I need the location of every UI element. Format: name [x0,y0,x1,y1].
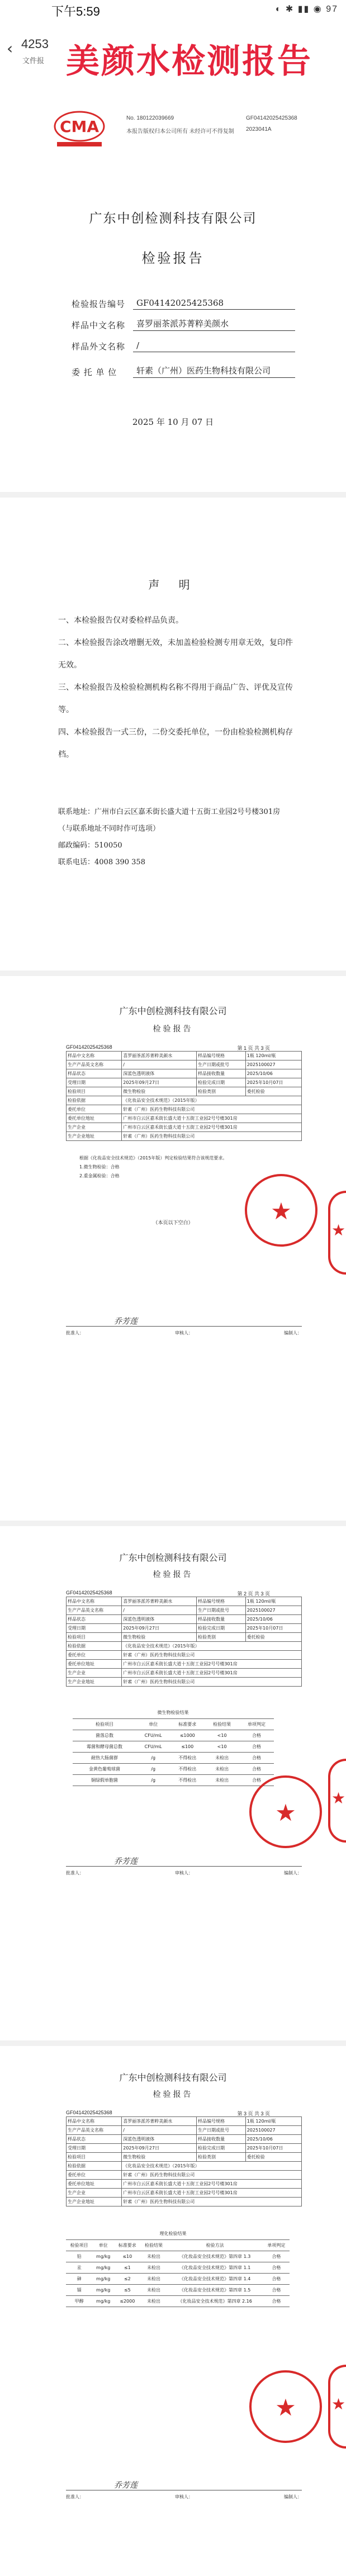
cell: 砷 [66,2274,92,2285]
approver-label: 批准人： [66,2494,84,2499]
declaration-item: 二、本检验报告涂改增删无效，未加盖检验检测专用章无效，复印件无效。 [58,638,293,670]
cell: 生产企业 [67,1669,122,1678]
approver-signature: 乔芳莲 [114,1857,138,1866]
report-title: 检验报告 [153,1570,193,1579]
cell: 《化妆品安全技术规范》第四章 1.4 [167,2274,263,2285]
results-title: 理化检验结果 [159,2231,187,2236]
company-seal-icon: ★ [245,1174,317,1247]
cell: 《化妆品安全技术规范》（2015年版） [122,1096,302,1105]
cell: 受理日期 [67,1624,122,1633]
cell: 镉 [66,2285,92,2296]
cell: 委托检验 [245,2153,301,2162]
company-seal-icon: ★ [249,1775,322,1848]
info-table [66,2116,302,2206]
edge-seal-icon: ★ [328,2365,346,2449]
cell: / [122,1606,197,1615]
cell: 检验类别 [196,1087,245,1096]
table-row [73,1730,274,1741]
cell: 合格 [239,1741,274,1753]
cell: 轩素（广州）医药生物科技有限公司 [122,1105,302,1114]
table-row [67,1114,302,1123]
cell: mg/kg [92,2262,114,2274]
field-value: / [133,340,295,352]
cell: 生产产品英文名称 [67,2126,122,2135]
cell: 受理日期 [67,2144,122,2153]
field-label: 检验报告编号 [72,299,126,309]
table-row [67,1660,302,1669]
table-row [67,1078,302,1087]
cert-number: No. 180122039669 [126,115,174,121]
cell: 广州市白云区嘉禾街长盛大道十五街工业园2号号楼301房 [122,2189,302,2198]
cell: 生产企业 [67,1123,122,1132]
table-row [67,2117,302,2126]
cell: 未检出 [140,2262,167,2274]
cell: 未检出 [140,2251,167,2262]
cell: 轩素（广州）医药生物科技有限公司 [122,2198,302,2206]
cell: 合格 [239,1764,274,1775]
table-row [73,1775,274,1786]
cell: 检验完成日期 [196,1624,245,1633]
cell: 样品编号规格 [196,1052,245,1060]
cell: 未检出 [205,1764,239,1775]
cell: mg/kg [92,2274,114,2285]
cell: 合格 [263,2285,290,2296]
cell: 生产日期或批号 [196,1060,245,1069]
report-page-no: 第 3 页 共 3 页 [237,2111,270,2116]
table-row [66,2274,290,2285]
cell: 不得检出 [170,1753,205,1764]
cell: 广州市白云区嘉禾街长盛大道十五街工业园2号号楼301房 [122,1114,302,1123]
table-row [67,2180,302,2189]
declaration-item: 四、本检验报告一式三份，二份交委托单位，一份由检验检测机构存档。 [58,728,293,759]
cell: 金黄色葡萄球菌 [73,1764,136,1775]
cell: mg/kg [92,2296,114,2307]
cell: 合格 [263,2251,290,2262]
cell: 1瓶 120ml/瓶 [245,2117,301,2126]
column-header: 标准要求 [170,1719,205,1730]
table-row [67,2189,302,2198]
cell: 合格 [239,1753,274,1764]
cell: 样品接收数量 [196,1615,245,1624]
cell: 2025年10月07日 [245,1078,301,1087]
table-row [67,1633,302,1642]
cell: 2025/10/06 [245,1069,301,1078]
report-title: 检验报告 [153,2090,193,2099]
column-header: 标准要求 [114,2240,140,2251]
approver-signature: 乔芳莲 [114,1317,138,1326]
cell: /g [136,1775,170,1786]
cell: 2025/10/06 [245,1615,301,1624]
cell: 检验依据 [67,1096,122,1105]
table-row [67,2162,302,2171]
cell: 检验完成日期 [196,2144,245,2153]
cell: CFU/mL [136,1730,170,1741]
cell: 检验完成日期 [196,1078,245,1087]
table-row [66,2296,290,2307]
cell: 《化妆品安全技术规范》第四章 1.5 [167,2285,263,2296]
cell: / [122,1060,197,1069]
field-value: GF04142025425368 [133,298,295,310]
column-header: 检验结果 [140,2240,167,2251]
cell: 未检出 [140,2296,167,2307]
column-header: 单位 [92,2240,114,2251]
cell: 2025100027 [245,1606,301,1615]
cell: 《化妆品安全技术规范》第四章 2.16 [167,2296,263,2307]
cell: 2025/10/06 [245,2135,301,2144]
cell: 样品中文名称 [67,2117,122,2126]
table-row [67,1669,302,1678]
cell: 检验依据 [67,2162,122,2171]
column-header: 单位 [136,1719,170,1730]
cell: 委托单位 [67,1105,122,1114]
table-row [67,1606,302,1615]
results-title: 微生物检验结果 [157,1710,189,1715]
cell: 委托单位 [67,2171,122,2180]
cell: 检验项目 [67,2153,122,2162]
contact-address: 联系地址：广州市白云区嘉禾街长盛大道十五街工业园2号号楼301房 [58,808,281,816]
table-row [67,1651,302,1660]
table-row [66,2262,290,2274]
cell: 甲醇 [66,2296,92,2307]
field-label: 样品中文名称 [72,320,126,330]
cell: 委托单位 [67,1651,122,1660]
back-arrow-icon[interactable]: ‹ [7,39,13,58]
cell: 《化妆品安全技术规范》（2015年版） [122,1642,302,1651]
cell: ≤2000 [114,2296,140,2307]
column-header: 检验项目 [66,2240,92,2251]
cell: 生产企业 [67,2189,122,2198]
conclusion-line: 根据《化妆品安全技术规范》（2015年版）判定检验结果符合该规范要求。 [79,1156,227,1161]
cell: 未检出 [205,1775,239,1786]
edge-seal-icon: ★ [328,1191,346,1275]
table-row [67,2198,302,2206]
cell: 不得检出 [170,1764,205,1775]
cell: 《化妆品安全技术规范》（2015年版） [122,2162,302,2171]
cell: 检验依据 [67,1642,122,1651]
cell: 2025年09月27日 [122,2144,197,2153]
cell: 喜罗丽茶派苏菁粹美颜水 [122,1597,197,1606]
cell: 样品编号规格 [196,2117,245,2126]
cell: 铅 [66,2251,92,2262]
cell: 喜罗丽茶派苏菁粹美颜水 [122,2117,197,2126]
declaration-title: 声 明 [148,578,198,591]
table-row [67,1615,302,1624]
report-title: 检验报告 [153,1025,193,1034]
status-icons: ◐ ✱ ▮▮ ◉ 97 [275,4,338,14]
file-title: 4253 [21,37,49,51]
declaration-item: 三、本检验报告及检验检测机构名称不得用于商品广告、评优及宣传等。 [58,683,293,714]
info-table [66,1051,302,1141]
cell: 广州市白云区嘉禾街长盛大道十五街工业园2号号楼301房 [122,2180,302,2189]
cell: ≤1000 [170,1730,205,1741]
cell: /g [136,1764,170,1775]
chem-results-table [66,2239,290,2307]
cell: 不得检出 [170,1775,205,1786]
field-value: 轩素（广州）医药生物科技有限公司 [133,364,295,378]
table-row [67,1096,302,1105]
cell: 合格 [239,1730,274,1741]
page-divider [0,970,346,976]
info-table [66,1597,302,1687]
cell: 样品编号规格 [196,1597,245,1606]
table-row [67,1123,302,1132]
signature-row [66,1317,302,1336]
issuer-label: 编制人： [284,1330,302,1336]
cell: 微生物检验 [122,2153,197,2162]
column-header: 检验项目 [73,1719,136,1730]
table-row [67,2135,302,2144]
table-row [66,2285,290,2296]
cell: 样品状态 [67,1615,122,1624]
status-time: 下午5:59 [51,4,100,18]
table-row [73,1764,274,1775]
cell: 霉菌和酵母菌总数 [73,1741,136,1753]
cert-right: GF04142025425368 [246,115,297,121]
field-value: 喜罗丽茶派苏菁粹美颜水 [133,318,295,331]
table-row [67,1060,302,1069]
cell: 生产企业地址 [67,1132,122,1141]
report-number: GF04142025425368 [66,2110,112,2115]
cell: 广州市白云区嘉禾街长盛大道十五街工业园2号号楼301房 [122,1123,302,1132]
table-row [67,2171,302,2180]
contact-note: （与联系地址不同时作可选项） [58,825,160,833]
cell: 深蓝色透明液体 [122,2135,197,2144]
cell: 2025年09月27日 [122,1078,197,1087]
report-number: GF04142025425368 [66,1044,112,1050]
cell: / [122,2126,197,2135]
column-header: 单项判定 [239,1719,274,1730]
cell: 2025100027 [245,1060,301,1069]
cell: 样品接收数量 [196,1069,245,1078]
micro-results-table [73,1718,274,1786]
report-page-no: 第 1 页 共 3 页 [237,1045,270,1051]
cell: 未检出 [140,2274,167,2285]
cell: 样品状态 [67,1069,122,1078]
cell: 微生物检验 [122,1087,197,1096]
cell: 委托单位地址 [67,1114,122,1123]
page-divider [0,492,346,498]
cell: 轩素（广州）医药生物科技有限公司 [122,1651,302,1660]
cell: 汞 [66,2262,92,2274]
file-subtitle: 文件报 [22,56,45,65]
table-row [67,1087,302,1096]
cell: 《化妆品安全技术规范》第四章 1.3 [167,2251,263,2262]
cell: 生产企业地址 [67,1678,122,1687]
cell: 未检出 [140,2285,167,2296]
cell: 广州市白云区嘉禾街长盛大道十五街工业园2号号楼301房 [122,1669,302,1678]
cell: 检验项目 [67,1633,122,1642]
cover-field-row [72,310,295,331]
report-company: 广东中创检测科技有限公司 [119,1006,227,1016]
cell: mg/kg [92,2285,114,2296]
report-number: GF04142025425368 [66,1590,112,1595]
cell: 《化妆品安全技术规范》第四章 1.1 [167,2262,263,2274]
signature-row [66,2481,302,2500]
report-company: 广东中创检测科技有限公司 [119,1552,227,1563]
table-row [67,2126,302,2135]
cell: ≤100 [170,1741,205,1753]
report-page-no: 第 2 页 共 3 页 [237,1591,270,1597]
table-row [66,2251,290,2262]
cover-field-row [72,288,295,310]
table-row [67,1105,302,1114]
company-seal-icon: ★ [249,2370,322,2443]
cell: <10 [205,1741,239,1753]
conclusion-line: 2.重金属检验：合格 [79,1173,120,1178]
declaration-list [58,609,293,766]
edge-seal-icon: ★ [328,1759,346,1843]
conclusion [79,1154,292,1181]
contact-phone: 联系电话：4008 390 358 [58,858,145,866]
cell: 耐热大肠菌群 [73,1753,136,1764]
cell: 检验类别 [196,1633,245,1642]
declaration-item: 一、本检验报告仅对委检样品负责。 [58,616,183,625]
blank-note: （本页以下空白） [153,1220,193,1226]
approver-signature: 乔芳莲 [114,2481,138,2490]
cell: 铜绿假单胞菌 [73,1775,136,1786]
cell: 喜罗丽茶派苏菁粹美颜水 [122,1052,197,1060]
cell: 生产产品英文名称 [67,1606,122,1615]
cell: 受理日期 [67,1078,122,1087]
table-row [73,1741,274,1753]
approver-label: 批准人： [66,1871,84,1876]
status-bar [0,0,346,20]
cell: 轩素（广州）医药生物科技有限公司 [122,1132,302,1141]
cell: 菌落总数 [73,1730,136,1741]
field-label: 委 托 单 位 [72,367,117,377]
cover-field-row [72,352,295,378]
table-row [67,1069,302,1078]
column-header: 单项判定 [263,2240,290,2251]
cma-logo-icon [51,110,107,149]
cell: 未检出 [205,1753,239,1764]
cell: 生产企业地址 [67,2198,122,2206]
overlay-heading: 美颜水检测报告 [66,42,312,81]
cell: 委托单位地址 [67,2180,122,2189]
cell: CFU/mL [136,1741,170,1753]
cell: 轩素（广州）医药生物科技有限公司 [122,2171,302,2180]
cell: 2025年10月07日 [245,2144,301,2153]
cell: 生产日期或批号 [196,2126,245,2135]
table-row [67,2153,302,2162]
cover-date: 2025 年 10 月 07 日 [132,417,214,427]
cell: 2025年09月27日 [122,1624,197,1633]
reviewer-label: 审核人： [175,1871,193,1876]
field-label: 样品外文名称 [72,342,126,352]
cell: 生产产品英文名称 [67,1060,122,1069]
cell: 样品中文名称 [67,1597,122,1606]
svg-text:CMA: CMA [59,117,99,136]
cert-note: 本报告版权归本公司所有 未经许可不得复制 [126,129,234,135]
cell: 轩素（广州）医药生物科技有限公司 [122,1678,302,1687]
cell: ≤1 [114,2262,140,2274]
table-row [67,1132,302,1141]
column-header: 检验结果 [205,1719,239,1730]
cell: mg/kg [92,2251,114,2262]
table-row [67,1052,302,1060]
cell: 2025年10月07日 [245,1624,301,1633]
cell: 生产日期或批号 [196,1606,245,1615]
cell: 1瓶 120ml/瓶 [245,1052,301,1060]
page-divider [0,2040,346,2046]
page-divider [0,1521,346,1526]
cell: 1瓶 120ml/瓶 [245,1597,301,1606]
cell: 深蓝色透明液体 [122,1069,197,1078]
cell: 委托检验 [245,1087,301,1096]
cell: <10 [205,1730,239,1741]
title-banner [0,20,346,81]
issuer-label: 编制人： [284,2494,302,2499]
cell: 委托单位地址 [67,1660,122,1669]
contact-postcode: 邮政编码：510050 [58,841,122,850]
cover-company: 广东中创检测科技有限公司 [89,211,257,226]
cell: ≤5 [114,2285,140,2296]
table-row [67,1642,302,1651]
cell: 合格 [263,2296,290,2307]
cell: 委托检验 [245,1633,301,1642]
signature-row [66,1857,302,1876]
cell: 合格 [263,2262,290,2274]
cell: 合格 [239,1775,274,1786]
cell: 样品接收数量 [196,2135,245,2144]
table-row [67,1678,302,1687]
table-row [73,1753,274,1764]
cell: ≤10 [114,2251,140,2262]
cell: 广州市白云区嘉禾街长盛大道十五街工业园2号号楼301房 [122,1660,302,1669]
table-row [67,1624,302,1633]
cell: 微生物检验 [122,1633,197,1642]
cover-field-row [72,331,295,352]
cell: 深蓝色透明液体 [122,1615,197,1624]
cell: 检验项目 [67,1087,122,1096]
cell: ≤2 [114,2274,140,2285]
column-header: 检验方法 [167,2240,263,2251]
cell: 检验类别 [196,2153,245,2162]
cover-title: 检验报告 [141,250,205,266]
cover-fields [72,288,295,378]
reviewer-label: 审核人： [175,1330,193,1336]
cell: /g [136,1753,170,1764]
issuer-label: 编制人： [284,1871,302,1876]
conclusion-line: 1.微生物检验：合格 [79,1164,120,1169]
table-row [67,1597,302,1606]
cell: 样品状态 [67,2135,122,2144]
table-row [67,2144,302,2153]
approver-label: 批准人： [66,1330,84,1336]
cell: 2025100027 [245,2126,301,2135]
cert-date: 2023041A [246,126,272,132]
reviewer-label: 审核人： [175,2494,193,2499]
cell: 合格 [263,2274,290,2285]
report-company: 广东中创检测科技有限公司 [119,2072,227,2083]
cell: 样品中文名称 [67,1052,122,1060]
contact-block [58,804,293,871]
